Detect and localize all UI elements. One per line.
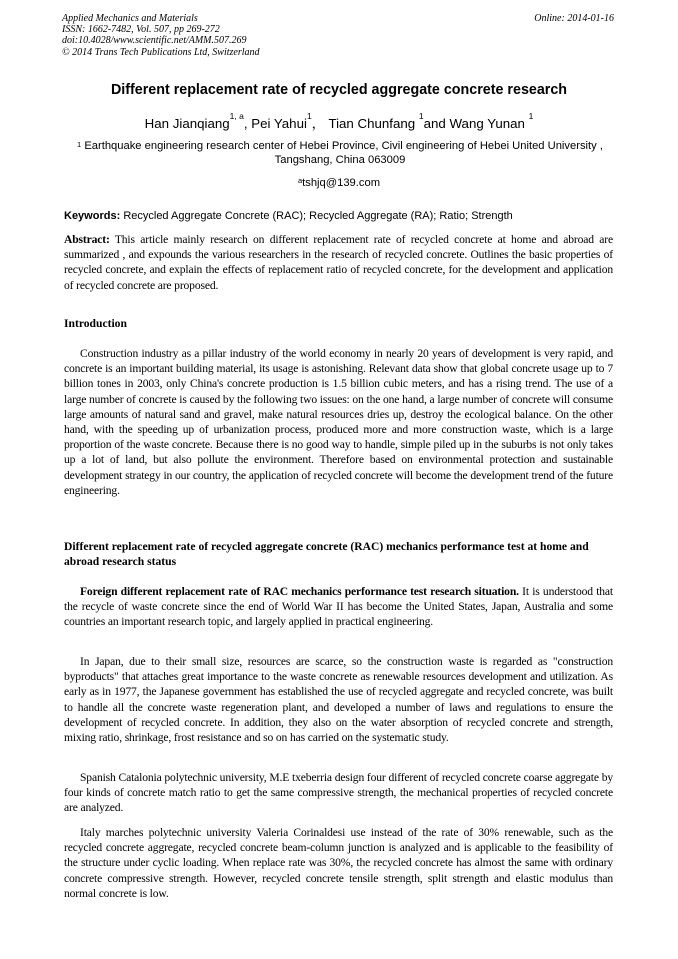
- paragraph-lead: Foreign different replacement rate of RAC mechanics performance test research situation.: [80, 585, 519, 598]
- author-separator: ，: [311, 116, 329, 131]
- email: [0, 177, 678, 189]
- author-list: [0, 113, 678, 132]
- abstract: [64, 232, 613, 293]
- paper-title: Different replacement rate of recycled aggregate concrete research: [110, 82, 568, 98]
- introduction-heading: Introduction: [64, 317, 127, 330]
- paragraph-text: It is understood that the recycle of waste concrete since the end of World War II has become the United States, Japan, Australia and some countries an important research topic, and largely applied in practical engineering.: [64, 585, 614, 629]
- email-address: tshjq@139.com: [302, 177, 381, 189]
- author-name: Han Jianqiang: [144, 116, 230, 131]
- email-mark: a: [297, 176, 303, 185]
- introduction-paragraph: Construction industry as a pillar industry of the world economy in nearly 20 years of development is very rapid, and concrete is an important building material, its usage is astonishing. Relevant data show that global concrete usage up to 7 billion tones in 2003, only China's concrete production is 1.5 billion cubic meters, and has a rising trend. The use of a large number of concrete is caused by the following two issues: on the one hand, a large number of concrete will consume large amounts of natural sand and gravel, make natural resources dries up, destroy the ecological balance. On the other hand, with the speeding up of urbanization process, produced more and more construction waste, which is a large proportion of the waste concrete. Because there is no good way to handle, simple piled up in the suburbs is not only takes up a lot of land, but also pollute the environment. Therefore based on environmental protection and sustainable development strategy in our country, the application of recycled concrete will become the development trend of the future engineering.: [64, 347, 613, 497]
- keywords-text: Recycled Aggregate Concrete (RAC); Recycled Aggregate (RA); Ratio; Strength: [123, 210, 513, 222]
- affiliation: [70, 139, 610, 168]
- section-paragraph-1: [64, 584, 613, 630]
- abstract-text: This article mainly research on different replacement rate of recycled concrete at home and abroad are summarized , and expounds the various researchers in the research of recycled concrete. Outlines the basic properties of recycled concrete, and explain the effects of replacement ratio of recycled concrete, for the development and application of recycled concrete are proposed.: [64, 233, 613, 292]
- author-name: and Wang Yunan: [423, 116, 525, 131]
- affiliation-mark: 1: [77, 140, 82, 149]
- author-affiliation-mark: 1, a: [229, 111, 244, 121]
- section-paragraph-2: In Japan, due to their small size, resources are scarce, so the construction waste is regarded as "construction byproducts" that attaches great importance to the waste concrete as renewable resources development and utilization. As early as in 1977, the Japanese government has established the use of recycled aggregate and recycled concrete, was built to handle all the concrete waste regeneration plant, and developed a number of laws and regulations to ensure the development of recycled concrete. In addition, they also on the water absorption of recycled concrete and strength, mixing ratio, shrinkage, frost resistance and so on has carried on the systematic study.: [64, 655, 613, 745]
- affiliation-text: Earthquake engineering research center of Hebei Province, Civil engineering of Hebei United University , Tangshang, China 063009: [84, 140, 603, 167]
- section-heading: Different replacement rate of recycled aggregate concrete (RAC) mechanics performance test at home and abroad research status: [64, 540, 589, 569]
- online-date: Online: 2014-01-16: [534, 13, 614, 24]
- author-affiliation-mark: 1: [418, 111, 424, 121]
- copyright-line: © 2014 Trans Tech Publications Ltd, Switzerland: [62, 46, 260, 58]
- author-separator: ,: [243, 116, 252, 131]
- keywords: [64, 210, 616, 222]
- section-paragraph-4: Italy marches polytechnic university Valeria Corinaldesi use instead of the rate of 30% renewable, such as the recycled concrete aggregate, recycled concrete beam-column junction is analyzed and is applicable to the feasibility of the structure under cyclic loading. When replace rate was 30%, the recycled concrete has almost the same with ordinary concrete compressive strength. However, recycled concrete tensile strength, split strength and elastic modulus than normal concrete is low.: [64, 826, 613, 900]
- author-name: Pei Yahui: [251, 116, 307, 131]
- section-paragraph-3: Spanish Catalonia polytechnic university, M.E txeberria design four different of recycled concrete coarse aggregate by four kinds of concrete match ratio to get the same compressive strength, the mechanical properties of recycled concrete are analyzed.: [64, 771, 613, 815]
- doi-line: doi:10.4028/www.scientific.net/AMM.507.269: [62, 35, 247, 47]
- journal-name: Applied Mechanics and Materials: [62, 13, 198, 24]
- author-affiliation-mark: 1: [306, 111, 312, 121]
- abstract-label: Abstract:: [64, 233, 110, 246]
- keywords-label: Keywords:: [64, 210, 121, 222]
- journal-header: [62, 13, 260, 58]
- author-name: Tian Chunfang: [328, 116, 416, 131]
- issn-line: ISSN: 1662-7482, Vol. 507, pp 269-272: [62, 24, 220, 36]
- author-affiliation-mark: 1: [528, 111, 534, 121]
